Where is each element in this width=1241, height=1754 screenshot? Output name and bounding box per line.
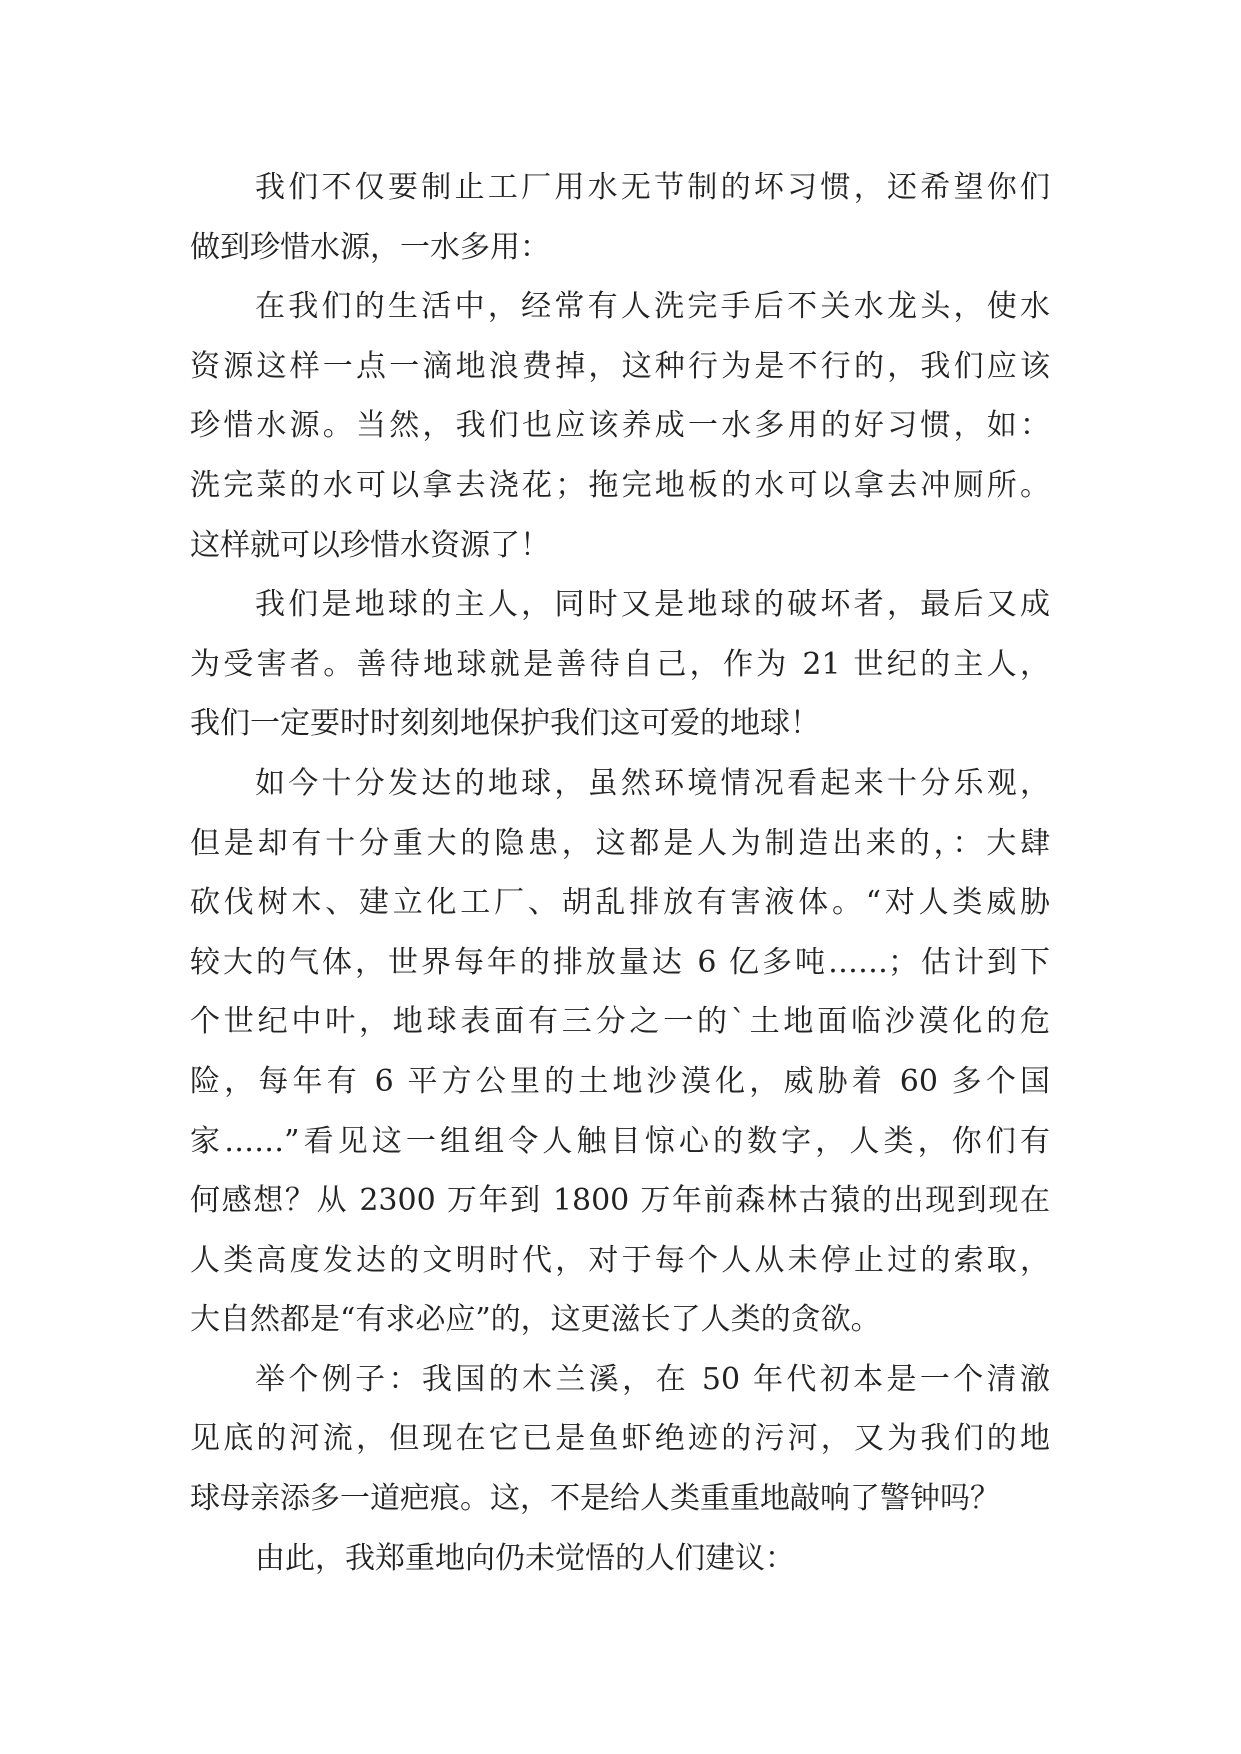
paragraph-line: 险，每年有 6 平方公里的土地沙漠化，威胁着 60 多个国 — [190, 1063, 1050, 1099]
paragraph-line: 我们一定要时时刻刻地保护我们这可爱的地球！ — [190, 706, 820, 742]
paragraph-line: 见底的河流，但现在它已是鱼虾绝迹的污河，又为我们的地 — [190, 1421, 1050, 1457]
paragraph-line: 举个例子：我国的木兰溪，在 50 年代初本是一个清澈 — [255, 1361, 1050, 1397]
document-body — [190, 158, 1050, 1588]
paragraph-line: 这样就可以珍惜水资源了！ — [190, 527, 550, 563]
paragraph-line: 何感想？从 2300 万年到 1800 万年前森林古猿的出现到现在 — [190, 1183, 1050, 1219]
paragraph-line: 珍惜水源。当然，我们也应该养成一水多用的好习惯，如： — [190, 408, 1050, 444]
paragraph-line: 较大的气体，世界每年的排放量达 6 亿多吨……；估计到下 — [190, 944, 1050, 980]
paragraph-line: 资源这样一点一滴地浪费掉，这种行为是不行的，我们应该 — [190, 348, 1050, 384]
paragraph-line: 做到珍惜水源，一水多用： — [190, 229, 550, 265]
paragraph-line: 为受害者。善待地球就是善待自己，作为 21 世纪的主人， — [190, 646, 1050, 682]
paragraph-line: 在我们的生活中，经常有人洗完手后不关水龙头，使水 — [255, 289, 1050, 325]
paragraph-line: 大自然都是“有求必应”的，这更滋长了人类的贪欲。 — [190, 1302, 881, 1338]
paragraph-line: 人类高度发达的文明时代，对于每个人从未停止过的索取， — [190, 1242, 1050, 1278]
paragraph-line: 砍伐树木、建立化工厂、胡乱排放有害液体。“对人类威胁 — [190, 885, 1050, 921]
paragraph-line: 我们是地球的主人，同时又是地球的破坏者，最后又成 — [255, 587, 1050, 623]
paragraph-line: 我们不仅要制止工厂用水无节制的坏习惯，还希望你们 — [255, 170, 1050, 205]
paragraph-line: 洗完菜的水可以拿去浇花；拖完地板的水可以拿去冲厕所。 — [190, 467, 1050, 503]
paragraph-line: 球母亲添多一道疤痕。这，不是给人类重重地敲响了警钟吗？ — [190, 1481, 1000, 1517]
paragraph-line: 如今十分发达的地球，虽然环境情况看起来十分乐观， — [255, 765, 1050, 801]
paragraph-line: 由此，我郑重地向仍未觉悟的人们建议： — [255, 1540, 795, 1576]
paragraph-line: 家……”看见这一组组令人触目惊心的数字，人类，你们有 — [190, 1123, 1050, 1159]
paragraph-line: 个世纪中叶，地球表面有三分之一的`土地面临沙漠化的危 — [190, 1004, 1050, 1040]
paragraph-line: 但是却有十分重大的隐患，这都是人为制造出来的，：大肆 — [190, 825, 1050, 861]
